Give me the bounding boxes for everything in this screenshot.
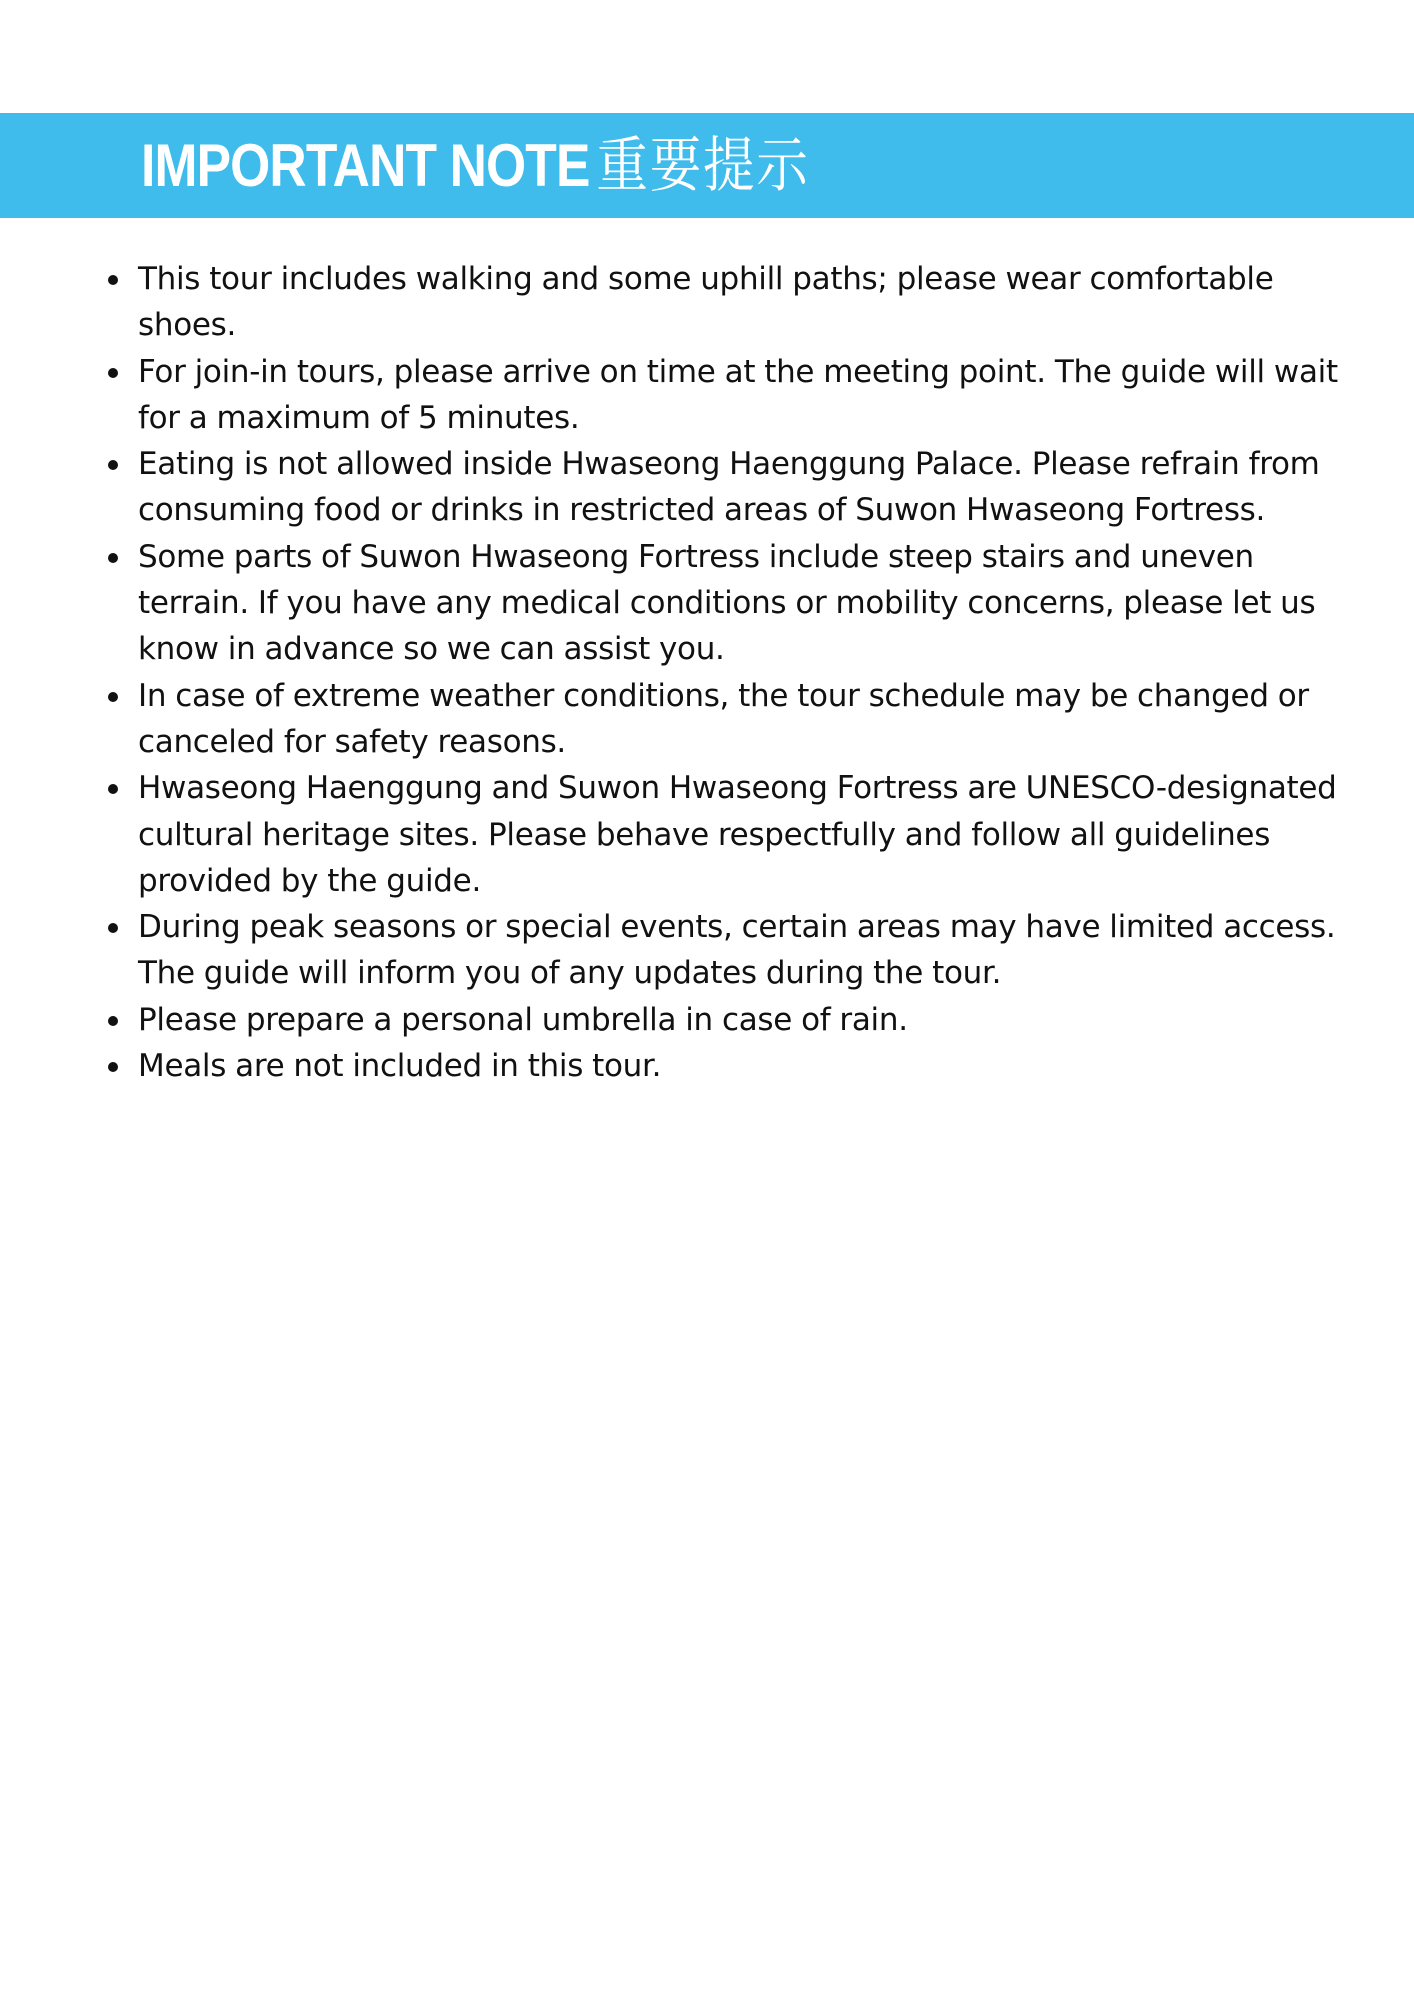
note-item xyxy=(138,349,1348,442)
header-banner xyxy=(0,113,1414,218)
note-item xyxy=(138,673,1348,766)
bullet-dot xyxy=(108,460,118,470)
note-item xyxy=(138,765,1348,904)
note-text: Eating is not allowed inside Hwaseong Haenggung Palace. Please refrain from consuming food or drinks in restricted areas of Suwon Hwaseong Fortress. xyxy=(138,446,1320,529)
bullet-dot xyxy=(108,553,118,563)
bullet-dot xyxy=(108,275,118,285)
note-item xyxy=(138,904,1348,997)
note-item xyxy=(138,534,1348,673)
bullet-dot xyxy=(108,923,118,933)
note-text: Please prepare a personal umbrella in case of rain. xyxy=(138,1001,908,1038)
notes-list xyxy=(138,256,1348,1089)
note-text: This tour includes walking and some uphill paths; please wear comfortable shoes. xyxy=(138,261,1274,344)
bullet-dot xyxy=(108,368,118,378)
note-text: Hwaseong Haenggung and Suwon Hwaseong Fortress are UNESCO-designated cultural heritage sites. Please behave respectfully and follow all guidelines provided by the guide. xyxy=(138,770,1337,899)
note-item xyxy=(138,256,1348,349)
note-item xyxy=(138,1043,1348,1089)
page-title-chinese: 重要提示 xyxy=(596,131,810,201)
bullet-dot xyxy=(108,784,118,794)
bullet-dot xyxy=(108,1016,118,1026)
note-text: Some parts of Suwon Hwaseong Fortress include steep stairs and uneven terrain. If you have any medical conditions or mobility concerns, please let us know in advance so we can assist you. xyxy=(138,538,1316,668)
note-text: During peak seasons or special events, certain areas may have limited access. The guide will inform you of any updates during the tour. xyxy=(138,909,1336,992)
page-title-english: IMPORTANT NOTE xyxy=(141,132,590,199)
note-text: Meals are not included in this tour. xyxy=(138,1048,662,1085)
note-text: For join-in tours, please arrive on time at the meeting point. The guide will wait for a maximum of 5 minutes. xyxy=(138,353,1338,436)
note-text: In case of extreme weather conditions, the tour schedule may be changed or canceled for safety reasons. xyxy=(138,677,1309,760)
bullet-dot xyxy=(108,1062,118,1072)
note-item xyxy=(138,441,1348,534)
page-title xyxy=(141,113,810,218)
note-item xyxy=(138,997,1348,1043)
bullet-dot xyxy=(108,692,118,702)
